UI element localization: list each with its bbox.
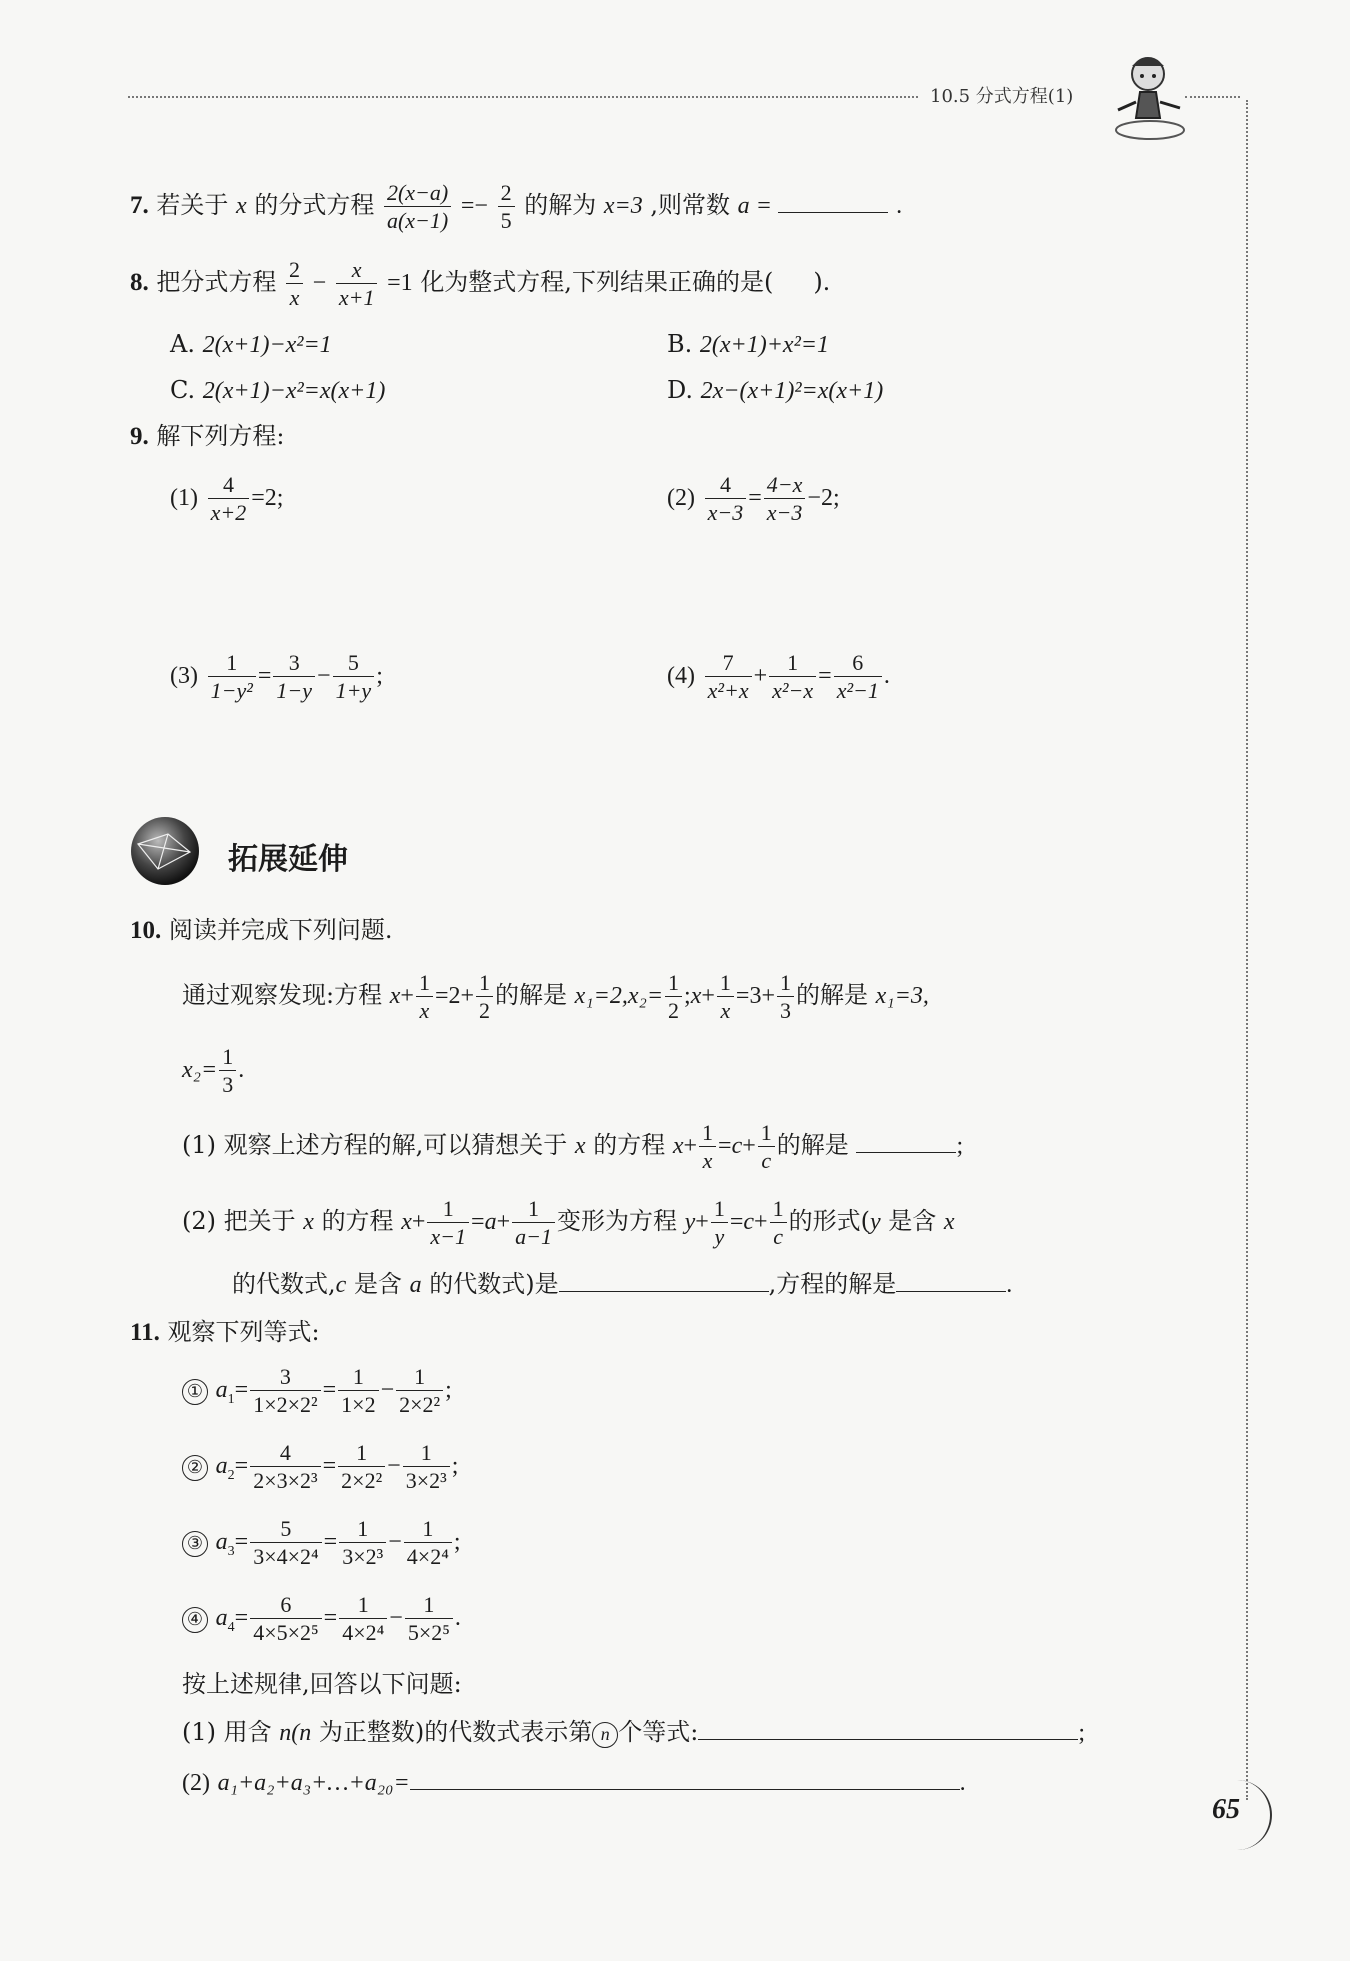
q8-number: 8. [130, 269, 149, 296]
page-number-bracket [1235, 1780, 1272, 1850]
q8-option-b[interactable]: B. 2(x+1)+x²=1 [667, 330, 829, 358]
q10-p2-form-blank[interactable] [559, 1273, 769, 1292]
q8-text-a: 把分式方程 [156, 268, 277, 296]
q11-row-3: ③ $a_3=$ $\frac{5}{\text{3×4×2⁴}}$ = $\frac{1}{\text{3×2³}}$ − $\frac{1}{\text{4×2⁴}}$ ; [182, 1514, 461, 1579]
q9-part-2: (2) $\frac{4}{x-3}$ = $\frac{4-x}{x-3}$ −2; [667, 471, 840, 525]
q10-part-2: (2) 把关于 x 的方程 x+ $\frac{1}{x-1}$ =a+ $\frac{1}{a-1}$ 变形为方程 y+ $\frac{1}{y}$ =c+ $\frac{1}{c}$ 的形式(y 是含 x [182, 1195, 955, 1249]
q7-text-d: ,则常数 [650, 191, 731, 219]
q7-text-c: 的解为 [524, 191, 597, 219]
q10-observation: 通过观察发现:方程 x+ $\frac{1}{x}$ =2+ $\frac{1}{2}$ 的解是 x₁=2,x₂= $\frac{1}{2}$ ;x+ $\frac{1}{x}$ =3+ $\frac{1}{3}$ 的解是 x₁=3, [182, 969, 929, 1023]
q7-text-b: 的分式方程 [254, 191, 375, 219]
q7-answer-blank[interactable] [778, 194, 888, 213]
page-number: 65 [1212, 1794, 1240, 1825]
q8-fraction-2: $\frac{x}{x+1}$ [336, 258, 378, 309]
q7-eq2: = [757, 193, 771, 219]
q8-option-a[interactable]: A. 2(x+1)−x²=1 [170, 330, 332, 358]
circled-n-icon: n [592, 1722, 618, 1748]
q10-part-1: (1) 观察上述方程的解,可以猜想关于 x 的方程 x+ $\frac{1}{x}$ =c+ $\frac{1}{c}$ 的解是 ; [182, 1119, 964, 1173]
q10-part-2-cont: 的代数式,c 是含 a 的代数式)是 ,方程的解是 . [232, 1270, 1013, 1298]
q8-fraction-1: $\frac{2}{x}$ [286, 258, 303, 309]
q7-text-a: 若关于 [156, 191, 229, 219]
q11-row-2: ② $a_2=$ $\frac{4}{\text{2×3×2³}}$ = $\frac{1}{\text{2×2²}}$ − $\frac{1}{\text{3×2³}}$ ; [182, 1438, 458, 1503]
q7-fraction-1: $\frac{2(x-a)}{a(x-1)}$ [384, 181, 451, 232]
q10-p1-answer-blank[interactable] [856, 1134, 956, 1153]
q8-text-c: ). [813, 268, 831, 296]
q10-p2-solution-blank[interactable] [896, 1273, 1006, 1292]
q8-text-b: 化为整式方程,下列结果正确的是( [420, 268, 774, 296]
q9-p1-fraction: $\frac{4}{x+2}$ [208, 473, 250, 524]
mascot-icon [1110, 52, 1190, 142]
q7-var-x: x [236, 193, 247, 219]
question-11-title: 11. 观察下列等式: [130, 1318, 320, 1346]
q7-fraction-2: $\frac{2}{5}$ [498, 181, 515, 232]
q11-part-2: (2) a₁+a₂+a₃+…+a₂₀= . [182, 1770, 966, 1796]
question-9-title: 9. 解下列方程: [130, 422, 285, 450]
q8-minus: − [312, 270, 327, 296]
q11-part-1: (1) 用含 n(n 为正整数)的代数式表示第 n 个等式: ; [182, 1718, 1086, 1746]
q7-solution: x=3 [603, 193, 643, 219]
q7-end: . [896, 193, 903, 219]
q7-var-a: a [737, 193, 750, 219]
q11-rule: 按上述规律,回答以下问题: [182, 1670, 462, 1698]
q11-row-4: ④ $a_4=$ $\frac{6}{\text{4×5×2⁵}}$ = $\frac{1}{\text{4×2⁴}}$ − $\frac{1}{\text{5×2⁵}}$ . [182, 1590, 461, 1655]
question-7 [130, 178, 902, 233]
globe-icon [128, 814, 203, 889]
right-border-rule [1246, 100, 1248, 1800]
section-title: 拓展延伸 [228, 842, 348, 877]
header-section-label: 10.5 分式方程(1) [930, 86, 1074, 107]
q9-part-3: (3) $\frac{1}{\text{1−y²}}$ = $\frac{3}{1-y}$ − $\frac{5}{1+y}$ ; [170, 649, 383, 703]
q8-rhs: =1 [387, 270, 413, 296]
q9-part-1: (1) $\frac{4}{x+2}$ =2; [170, 471, 284, 525]
q9-part-4: (4) $\frac{7}{\text{x²+x}}$ + $\frac{1}{\text{x²−x}}$ = $\frac{6}{\text{x²−1}}$ . [667, 649, 890, 703]
q7-eq: =− [460, 193, 488, 219]
header-rule-left [128, 96, 918, 98]
q8-option-c[interactable]: C. 2(x+1)−x²=x(x+1) [170, 376, 386, 404]
header-rule-right [1185, 96, 1240, 98]
q11-row-1: ① $a_1=$ $\frac{3}{\text{1×2×2²}}$ = $\frac{1}{1\times 2}$ − $\frac{1}{\text{2×2²}}$ ; [182, 1362, 452, 1427]
q11-p1-answer-blank[interactable] [698, 1721, 1078, 1740]
question-8 [130, 255, 830, 310]
q10-observation-cont: x₂= $\frac{1}{3}$ . [182, 1043, 245, 1097]
q8-option-d[interactable]: D. 2x−(x+1)²=x(x+1) [667, 376, 884, 404]
q11-p2-answer-blank[interactable] [410, 1771, 960, 1790]
q7-number: 7. [130, 192, 149, 219]
question-10-title: 10. 阅读并完成下列问题. [130, 916, 393, 944]
